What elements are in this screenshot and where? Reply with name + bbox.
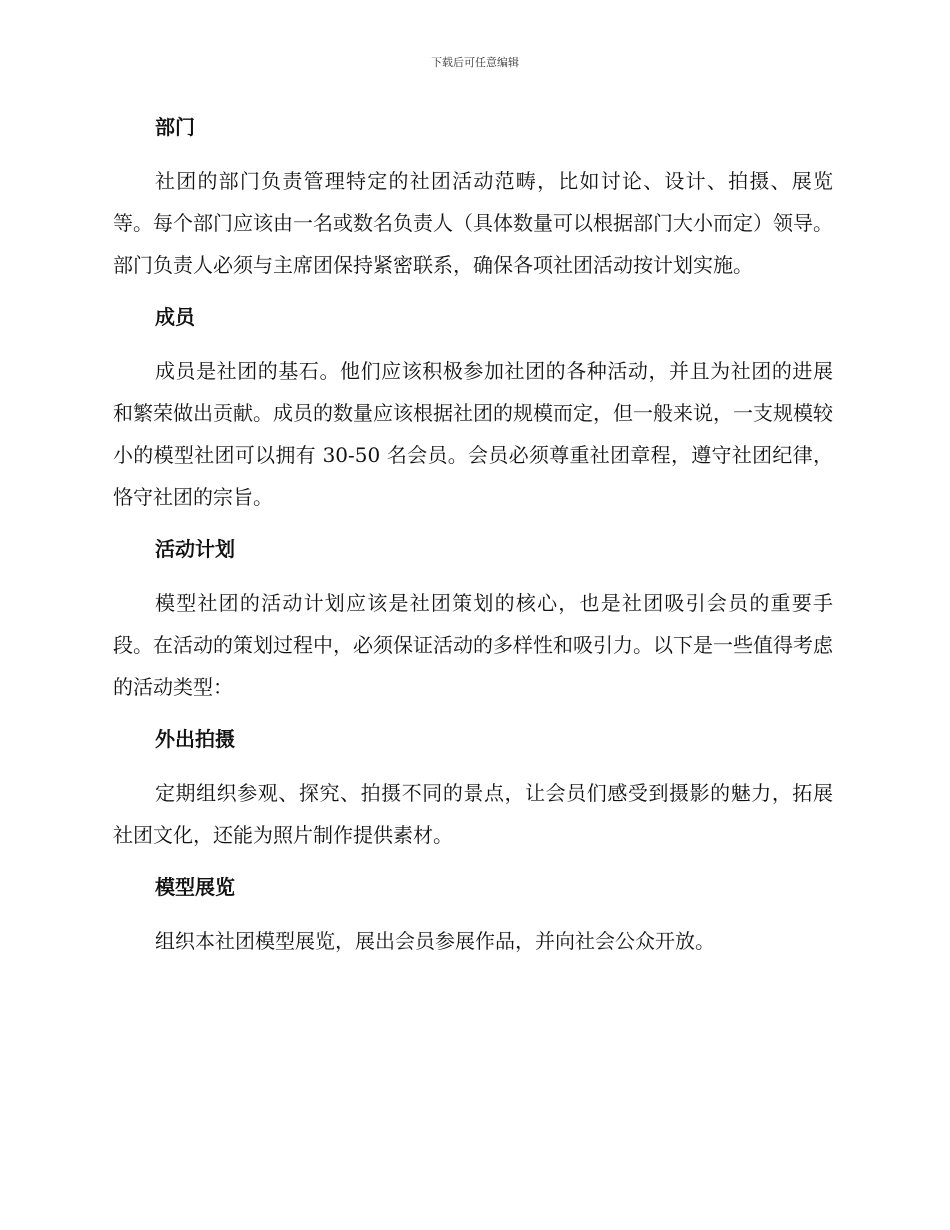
section-model-exhibition (113, 868, 833, 962)
section-paragraph: 组织本社团模型展览，展出会员参展作品，并向社会公众开放。 (155, 929, 715, 953)
document-body (113, 108, 833, 974)
section-paragraph: 成员是社团的基石。他们应该积极参加社团的各种活动，并且为社团的进展和繁荣做出贡献。成员的数量应该根据社团的规模而定，但一般来说，一支规模较小的模型社团可以拥有 30-50 名会员。会员必须尊重社团章程，遵守社团纪律，恪守社团的宗旨。 (113, 359, 833, 509)
section-activity-plan (113, 530, 833, 708)
section-paragraph: 社团的部门负责管理特定的社团活动范畴，比如讨论、设计、拍摄、展览等。每个部门应该由一名或数名负责人（具体数量可以根据部门大小而定）领导。部门负责人必须与主席团保持紧密联系，确保各项社团活动按计划实施。 (113, 169, 833, 277)
section-heading: 外出拍摄 (155, 727, 235, 751)
section-departments (113, 108, 833, 286)
section-outdoor-shooting (113, 720, 833, 856)
page-header-note: 下载后可任意编辑 (431, 56, 519, 69)
section-heading: 活动计划 (155, 537, 235, 561)
section-paragraph: 定期组织参观、探究、拍摄不同的景点，让会员们感受到摄影的魅力，拓展社团文化，还能为照片制作提供素材。 (113, 781, 833, 847)
section-heading: 模型展览 (155, 875, 235, 899)
section-heading: 部门 (155, 115, 195, 139)
section-paragraph: 模型社团的活动计划应该是社团策划的核心，也是社团吸引会员的重要手段。在活动的策划过程中，必须保证活动的多样性和吸引力。以下是一些值得考虑的活动类型： (113, 591, 833, 699)
section-members (113, 298, 833, 518)
section-heading: 成员 (155, 305, 195, 329)
